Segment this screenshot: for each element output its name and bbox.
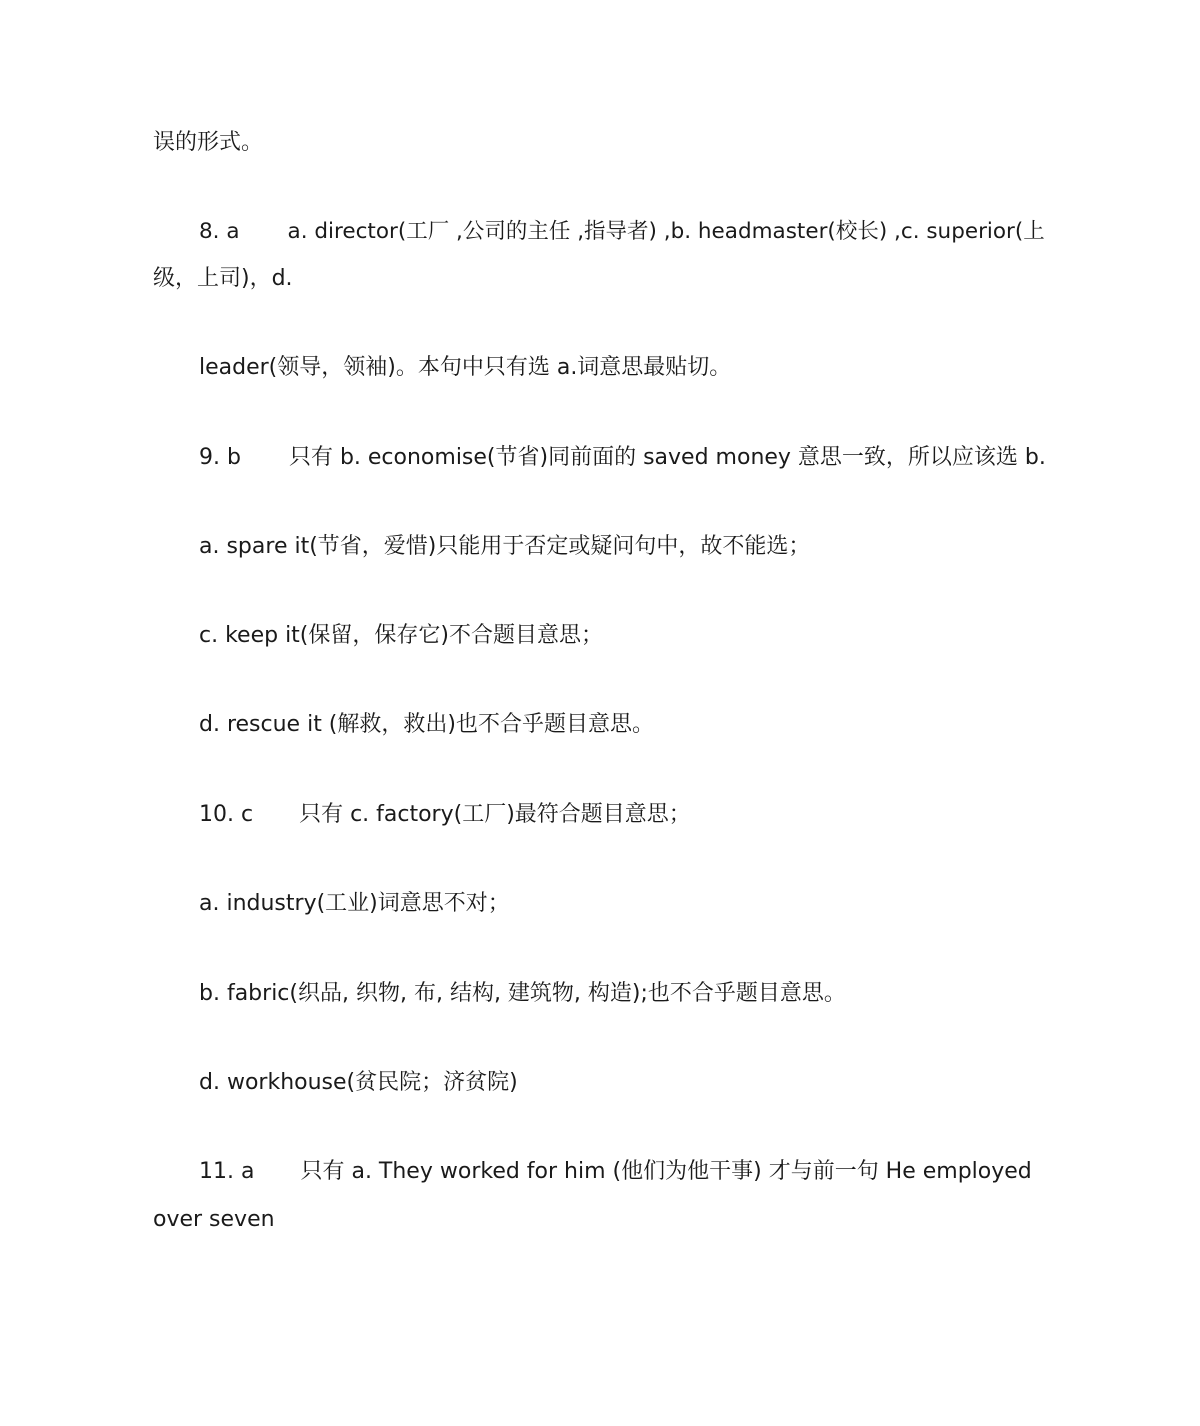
answer-explanation: a. director(工厂 ,公司的主任 ,指导者) ,b. headmaster(校长) ,c. superior(上	[287, 219, 1045, 244]
text-line: over seven	[153, 1207, 275, 1232]
text-line: b. fabric(织品, 织物, 布, 结构, 建筑物, 构造);也不合乎题目意思。	[199, 981, 846, 1006]
text-line: a. spare it(节省，爱惜)只能用于否定或疑问句中，故不能选；	[199, 534, 811, 559]
answer-number: 10. c	[199, 802, 254, 827]
answer-number: 9. b	[199, 445, 241, 470]
answer-explanation: 只有 c. factory(工厂)最符合题目意思；	[299, 802, 691, 827]
answer-number: 11. a	[199, 1159, 255, 1184]
answer-8	[199, 217, 1045, 247]
answer-number: 8. a	[199, 219, 240, 244]
answer-explanation: 只有 a. They worked for him (他们为他干事) 才与前一句 He employed	[300, 1159, 1032, 1184]
text-line: 级，上司)，d.	[153, 266, 293, 291]
answer-explanation: 只有 b. economise(节省)同前面的 saved money 意思一致，所以应该选 b.	[288, 445, 1046, 470]
text-line: d. workhouse(贫民院；济贫院)	[199, 1070, 518, 1095]
answer-10	[199, 800, 691, 830]
text-line: leader(领导，领袖)。本句中只有选 a.词意思最贴切。	[199, 355, 732, 380]
text-line: a. industry(工业)词意思不对；	[199, 891, 510, 916]
text-line: d. rescue it (解救，救出)也不合乎题目意思。	[199, 712, 654, 737]
text-line: 误的形式。	[153, 130, 264, 155]
answer-11	[199, 1157, 1032, 1187]
answer-9	[199, 443, 1046, 473]
text-line: c. keep it(保留，保存它)不合题目意思；	[199, 623, 603, 648]
